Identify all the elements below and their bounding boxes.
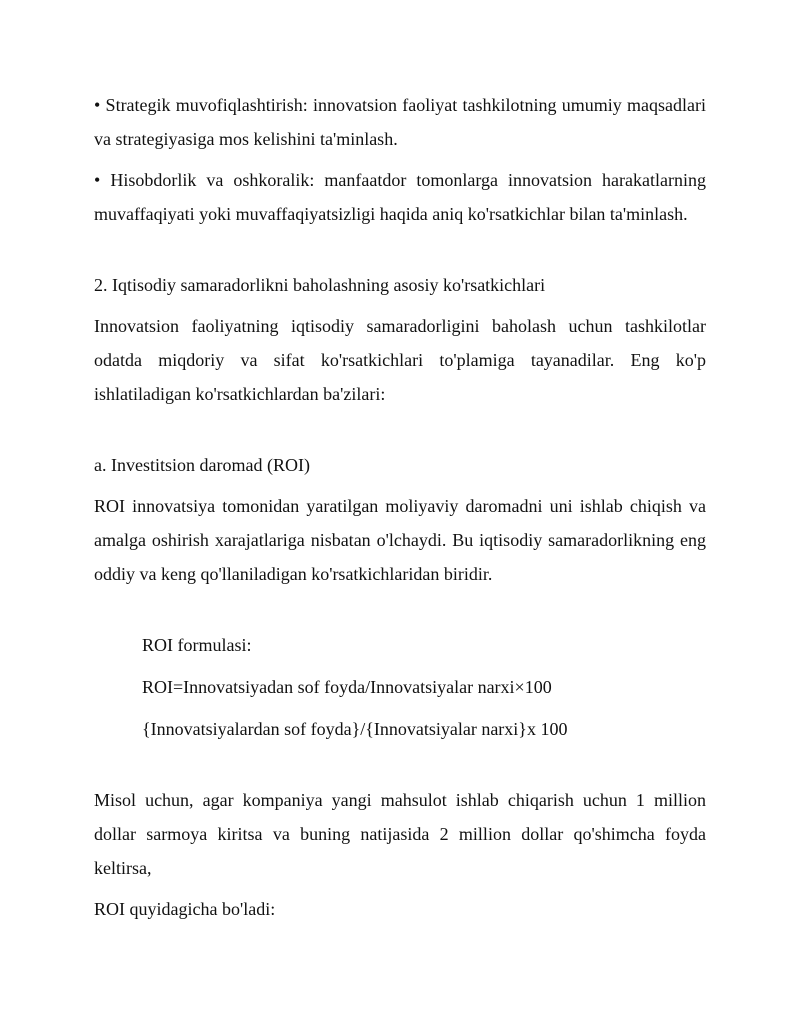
spacer: [94, 231, 706, 268]
spacer: [94, 591, 706, 628]
spacer: [94, 156, 706, 163]
subsection-paragraph: ROI innovatsiya tomonidan yaratilgan moliyaviy daromadni uni ishlab chiqish va amalga oshirish xarajatlariga nisbatan o'lchaydi. Bu iqtisodiy samaradorlikning eng oddiy va keng qo'llaniladigan ko'rsatkichlaridan biridir.: [94, 496, 706, 584]
spacer: [94, 482, 706, 489]
section-intro-paragraph: Innovatsion faoliyatning iqtisodiy samaradorligini baholash uchun tashkilotlar odatda miqdoriy va sifat ko'rsatkichlari to'plamiga tayanadilar. Eng ko'p ishlatiladigan ko'rsatkichlardan ba'zilari:: [94, 316, 706, 404]
formula-line: ROI=Innovatsiyadan sof foyda/Innovatsiyalar narxi×100: [142, 677, 552, 697]
spacer: [94, 885, 706, 892]
bullet-strategic-alignment: • Strategik muvofiqlashtirish: innovatsion faoliyat tashkilotning umumiy maqsadlari va strategiyasiga mos kelishini ta'minlash.: [94, 95, 706, 149]
subsection-heading: a. Investitsion daromad (ROI): [94, 455, 310, 475]
example-paragraph: Misol uchun, agar kompaniya yangi mahsulot ishlab chiqarish uchun 1 million dollar sarmoya kiritsa va buning natijasida 2 million dollar qo'shimcha foyda keltirsa,: [94, 790, 706, 878]
section-heading: 2. Iqtisodiy samaradorlikni baholashning asosiy ko'rsatkichlari: [94, 275, 546, 295]
bullet-accountability: • Hisobdorlik va oshkoralik: manfaatdor tomonlarga innovatsion harakatlarning muvaffaqiyati yoki muvaffaqiyatsizligi haqida aniq ko'rsatkichlar bilan ta'minlash.: [94, 170, 706, 224]
formula-label: ROI formulasi:: [142, 635, 252, 655]
spacer: [94, 704, 706, 712]
spacer: [94, 662, 706, 670]
document-page: [94, 88, 706, 926]
example-result-line: ROI quyidagicha bo'ladi:: [94, 899, 276, 919]
spacer: [94, 302, 706, 309]
formula-latex-line: {Innovatsiyalardan sof foyda}/{Innovatsiyalar narxi}x 100: [142, 719, 568, 739]
spacer: [94, 411, 706, 448]
spacer: [94, 746, 706, 783]
